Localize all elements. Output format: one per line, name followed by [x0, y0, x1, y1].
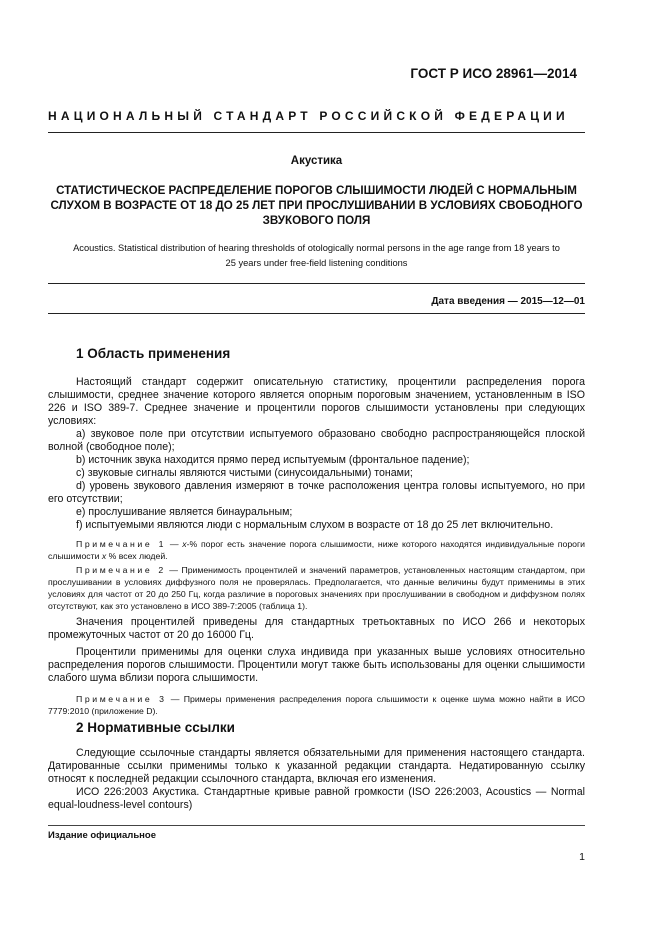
note-3-label: Примечание 3 [76, 694, 167, 704]
title-ru-line-3: ЗВУКОВОГО ПОЛЯ [262, 214, 371, 227]
section-1-paragraph-2: Значения процентилей приведены для стандартных третьоктавных по ИСО 266 и некоторых промежуточных частот от 20 до 16000 Гц. [48, 616, 585, 641]
title-ru-line-2: СЛУХОМ В ВОЗРАСТЕ ОТ 18 ДО 25 ЛЕТ ПРИ ПРОСЛУШИВАНИИ В УСЛОВИЯХ СВОБОДНОГО [50, 199, 583, 212]
list-item-b: b) источник звука находится прямо перед испытуемым (фронтальное падение); [76, 454, 470, 466]
list-item-e: e) прослушивание является бинауральным; [76, 506, 293, 518]
note-2-text: — Применимость процентилей и значений параметров, установленных настоящим стандартом, при прослушивании в условиях диффузного поля не проверялась. Предполагается, что данные величины будут применимы в этих условиях для частот от 20 до 250 Гц, когда различие в пороговых значениях при прослушивании в свободном и диффузном полях отсутствуют, как это установлено в ИСО 389-7:2005 (таблица 1). [48, 565, 585, 611]
page-number: 1 [579, 851, 585, 863]
official-edition-label: Издание официальное [48, 830, 156, 841]
section-1-body [48, 376, 585, 717]
list-item-f: f) испытуемыми являются люди с нормальным слухом в возрасте от 18 до 25 лет включительно. [76, 519, 554, 531]
section-2-body [48, 747, 585, 812]
section-2-paragraph-2: ИСО 226:2003 Акустика. Стандартные кривые равной громкости (ISO 226:2003, Acoustics — Normal equal-loudness-level contours) [48, 786, 585, 811]
note-3-text: — Примеры применения распределения порога слышимости к оценке шума можно найти в ИСО 7779:2010 (приложение D). [48, 694, 585, 716]
note-1-label: Примечание 1 [76, 539, 167, 549]
section-1-paragraph-1: Настоящий стандарт содержит описательную статистику, процентили распределения порога слышимости, среднее значение которого является опорным пороговым значением, установленным в ISO 226 и ISO 389-7. Среднее значение и процентили порогов слышимости установлены при следующих условиях: [48, 376, 585, 427]
note-1-var-x2: x [101, 551, 107, 561]
title-en-line-1: Acoustics. Statistical distribution of hearing thresholds of otologically normal persons in the age range from 18 years to [73, 243, 560, 253]
note-1 [48, 538, 585, 562]
title-ru-line-1: СТАТИСТИЧЕСКОЕ РАСПРЕДЕЛЕНИЕ ПОРОГОВ СЛЫШИМОСТИ ЛЮДЕЙ С НОРМАЛЬНЫМ [56, 184, 577, 197]
title-en-line-2: 25 years under free-field listening conditions [225, 258, 408, 268]
standard-topic: Акустика [290, 155, 343, 167]
section-2-heading: 2 Нормативные ссылки [76, 720, 235, 735]
list-item-d: d) уровень звукового давления измеряют в точке расположения центра головы испытуемого, но при его отсутствии; [48, 480, 585, 505]
introduction-date: Дата введения — 2015—12—01 [431, 296, 585, 307]
title-divider [48, 283, 585, 284]
header-divider [48, 132, 585, 133]
date-divider [48, 313, 585, 314]
footer-divider [48, 825, 585, 826]
note-1-text-c: % всех людей. [106, 551, 168, 561]
list-item-c: c) звуковые сигналы являются чистыми (синусоидальными) тонами; [76, 467, 413, 479]
note-1-var-x: x [182, 539, 187, 549]
section-2-paragraph-1: Следующие ссылочные стандарты является обязательными для применения настоящего стандарта. Датированные ссылки применимы только к указанной редакции стандарта. Недатированную ссылку относят к последней редакции ссылочного стандарта, включая его изменения. [48, 747, 585, 785]
document-number: ГОСТ Р ИСО 28961—2014 [410, 66, 577, 81]
national-standard-banner: НАЦИОНАЛЬНЫЙ СТАНДАРТ РОССИЙСКОЙ ФЕДЕРАЦИИ [48, 109, 569, 123]
note-3 [48, 693, 585, 717]
section-1-heading: 1 Область применения [76, 346, 231, 361]
note-1-text-b: -% порог есть значение порога слышимости, ниже которого находятся индивидуальные пороги слышимости [48, 539, 586, 561]
standard-title-en [48, 241, 585, 271]
note-2-label: Примечание 2 [76, 565, 166, 575]
list-item-a: a) звуковое поле при отсутствии испытуемого образовано свободно распространяющейся плоской волной (свободное поле); [48, 428, 585, 453]
note-2 [48, 564, 585, 612]
standard-title-ru [48, 183, 585, 228]
section-1-paragraph-3: Процентили применимы для оценки слуха индивида при указанных выше условиях относительно распределения порогов слышимости. Процентили могут также быть использованы для оценки слышимости слабого шума вблизи порога слышимости. [48, 646, 585, 684]
note-1-text-a: — [166, 539, 183, 549]
